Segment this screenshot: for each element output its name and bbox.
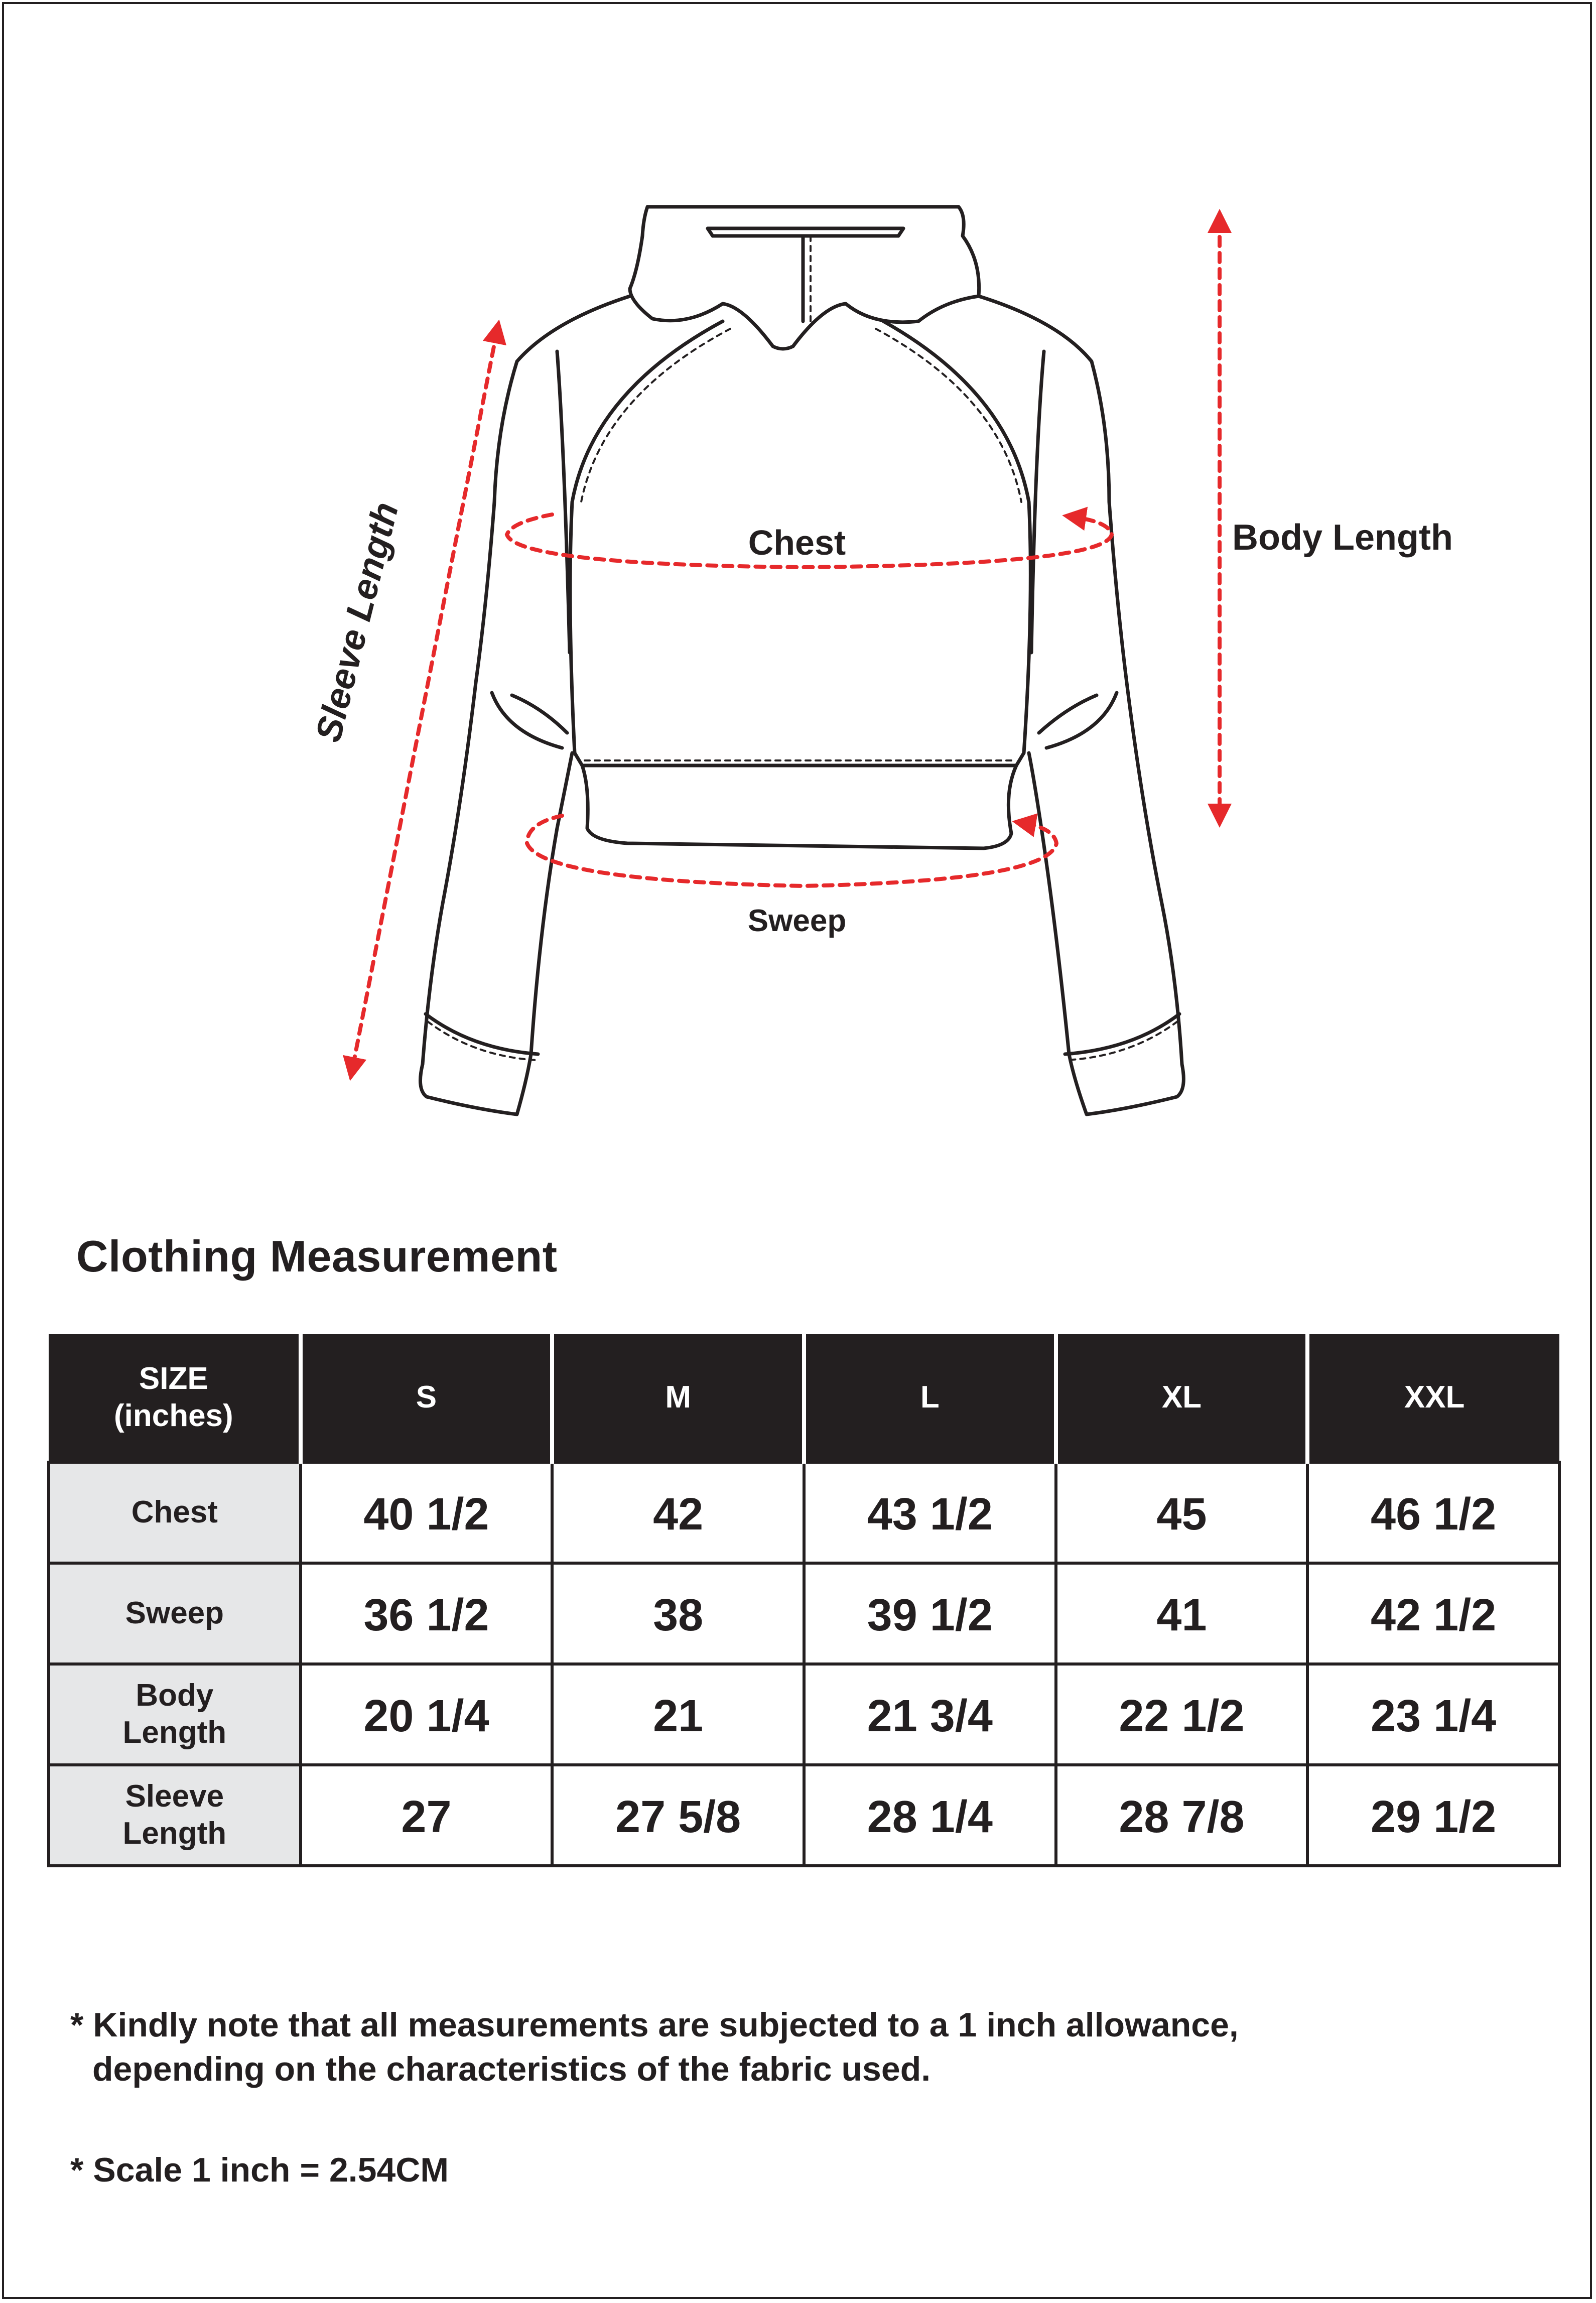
size-header-line1: SIZE [139, 1361, 208, 1396]
size-header-line2: (inches) [113, 1398, 233, 1433]
scale-note: * Scale 1 inch = 2.54CM [70, 2151, 449, 2189]
row-label-body-length [49, 1664, 301, 1765]
size-col-header: S [301, 1334, 553, 1462]
table-cell: 29 1/2 [1307, 1765, 1559, 1866]
table-cell: 28 1/4 [804, 1765, 1056, 1866]
table-cell: 21 3/4 [804, 1664, 1056, 1765]
size-col-header: XL [1056, 1334, 1308, 1462]
table-row [49, 1462, 1559, 1563]
size-chart-table [47, 1334, 1561, 1867]
row-label-text: Body [136, 1678, 214, 1713]
table-cell: 42 [552, 1462, 804, 1563]
table-cell: 23 1/4 [1307, 1664, 1559, 1765]
table-cell: 40 1/2 [301, 1462, 553, 1563]
row-label-text: Length [122, 1816, 227, 1851]
allowance-note-line1: * Kindly note that all measurements are subjected to a 1 inch allowance, [70, 2006, 1239, 2044]
size-col-header: XXL [1307, 1334, 1559, 1462]
table-cell: 28 7/8 [1056, 1765, 1308, 1866]
body-length-label: Body Length [1232, 518, 1453, 558]
table-cell: 41 [1056, 1563, 1308, 1664]
size-col-header: L [804, 1334, 1056, 1462]
hoodie-outline [421, 207, 1184, 1114]
row-label-text: Length [122, 1715, 227, 1750]
table-cell: 21 [552, 1664, 804, 1765]
table-row [49, 1664, 1559, 1765]
row-label-text: Sleeve [125, 1778, 224, 1814]
table-cell: 42 1/2 [1307, 1563, 1559, 1664]
sweep-label: Sweep [747, 904, 847, 938]
size-header-cell [49, 1334, 301, 1462]
chest-label: Chest [748, 523, 846, 562]
table-cell: 43 1/2 [804, 1462, 1056, 1563]
section-title: Clothing Measurement [76, 1231, 558, 1281]
row-label-text: Chest [131, 1494, 218, 1529]
size-col-header: M [552, 1334, 804, 1462]
table-cell: 22 1/2 [1056, 1664, 1308, 1765]
row-label-sweep [49, 1563, 301, 1664]
table-cell: 45 [1056, 1462, 1308, 1563]
table-cell: 27 [301, 1765, 553, 1866]
table-cell: 36 1/2 [301, 1563, 553, 1664]
table-cell: 38 [552, 1563, 804, 1664]
row-label-chest [49, 1462, 301, 1563]
table-row [49, 1765, 1559, 1866]
table-cell: 20 1/4 [301, 1664, 553, 1765]
table-row [49, 1563, 1559, 1664]
row-label-text: Sweep [125, 1595, 224, 1630]
sleeve-length-label: Sleeve Length [308, 498, 407, 746]
table-cell: 46 1/2 [1307, 1462, 1559, 1563]
table-cell: 27 5/8 [552, 1765, 804, 1866]
row-label-sleeve-length [49, 1765, 301, 1866]
allowance-note [70, 2003, 1239, 2092]
table-header-row [49, 1334, 1559, 1462]
allowance-note-line2: depending on the characteristics of the fabric used. [92, 2050, 931, 2089]
table-cell: 39 1/2 [804, 1563, 1056, 1664]
